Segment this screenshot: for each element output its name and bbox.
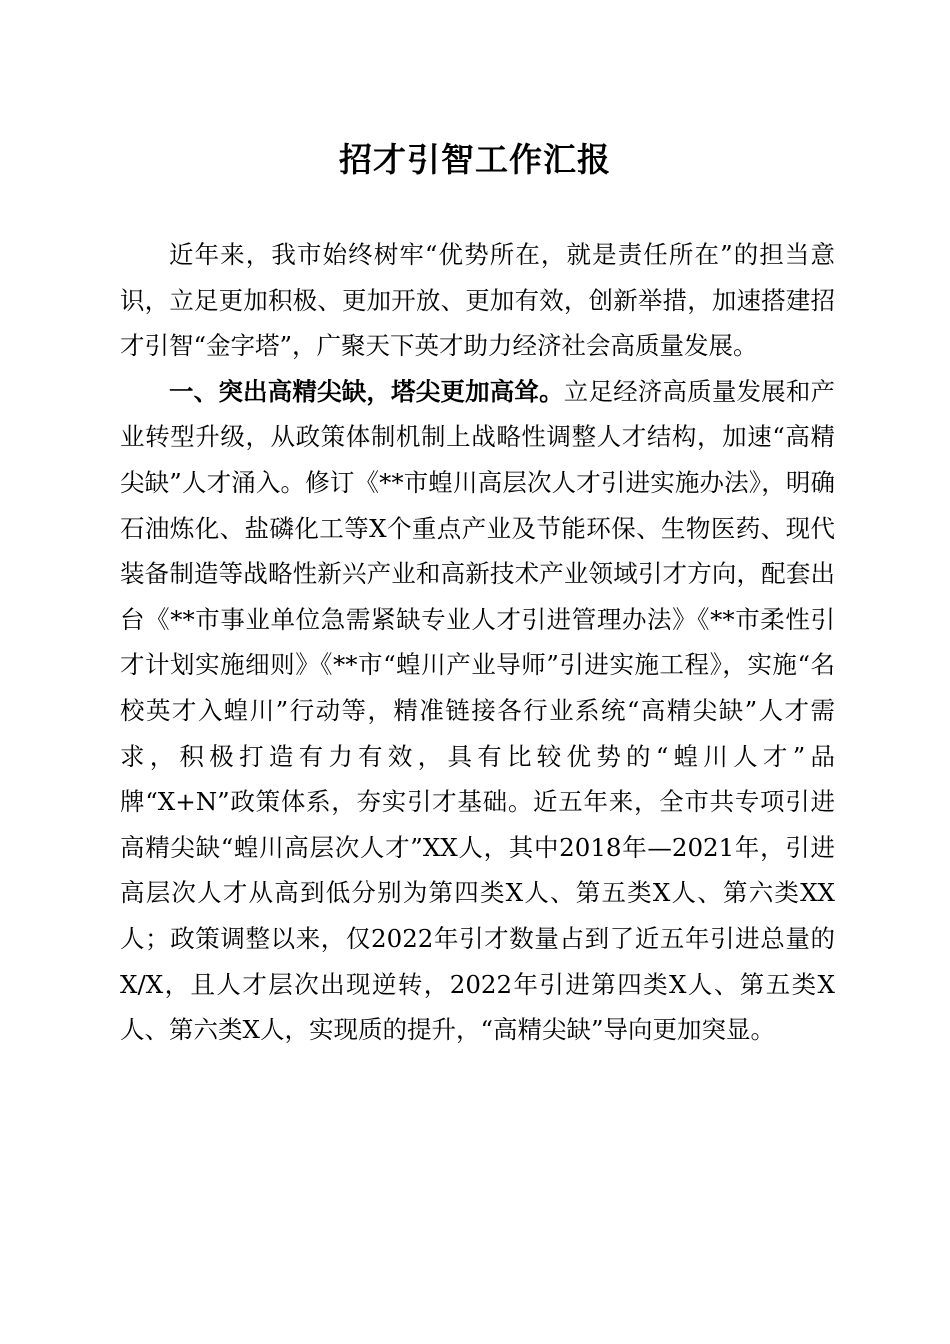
document-title: 招才引智工作汇报: [339, 140, 611, 179]
section-1-heading: 一、突出高精尖缺，塔尖更加高耸。: [169, 376, 564, 406]
section-1-paragraph: [120, 369, 835, 1053]
section-1-body: 立足经济高质量发展和产业转型升级，从政策体制机制上战略性调整人才结构，加速“高精尖缺”人才涌入。修订《**市蝗川高层次人才引进实施办法》，明确石油炼化、盐磷化工等X个重点产业及节能环保、生物医药、现代装备制造等战略性新兴产业和高新技术产业领域引才方向，配套出台《**市事业单位急需紧缺专业人才引进管理办法》《**市柔性引才计划实施细则》《**市“蝗川产业导师”引进实施工程》，实施“名校英才入蝗川”行动等，精准链接各行业系统“高精尖缺”人才需求，积极打造有力有效，具有比较优势的“蝗川人才”品牌“X+N”政策体系，夯实引才基础。近五年来，全市共专项引进高精尖缺“蝗川高层次人才”XX人，其中2018年—2021年，引进高层次人才从高到低分别为第四类X人、第五类X人、第六类XX人；政策调整以来，仅2022年引才数量占到了近五年引进总量的X/X，且人才层次出现逆转，2022年引进第四类X人、第五类X人、第六类X人，实现质的提升，“高精尖缺”导向更加突显。: [120, 376, 836, 1045]
document-body: [120, 232, 835, 1053]
intro-paragraph: 近年来，我市始终树牢“优势所在，就是责任所在”的担当意识，立足更加积极、更加开放、更加有效，创新举措，加速搭建招才引智“金字塔”，广聚天下英才助力经济社会高质量发展。: [120, 240, 835, 361]
